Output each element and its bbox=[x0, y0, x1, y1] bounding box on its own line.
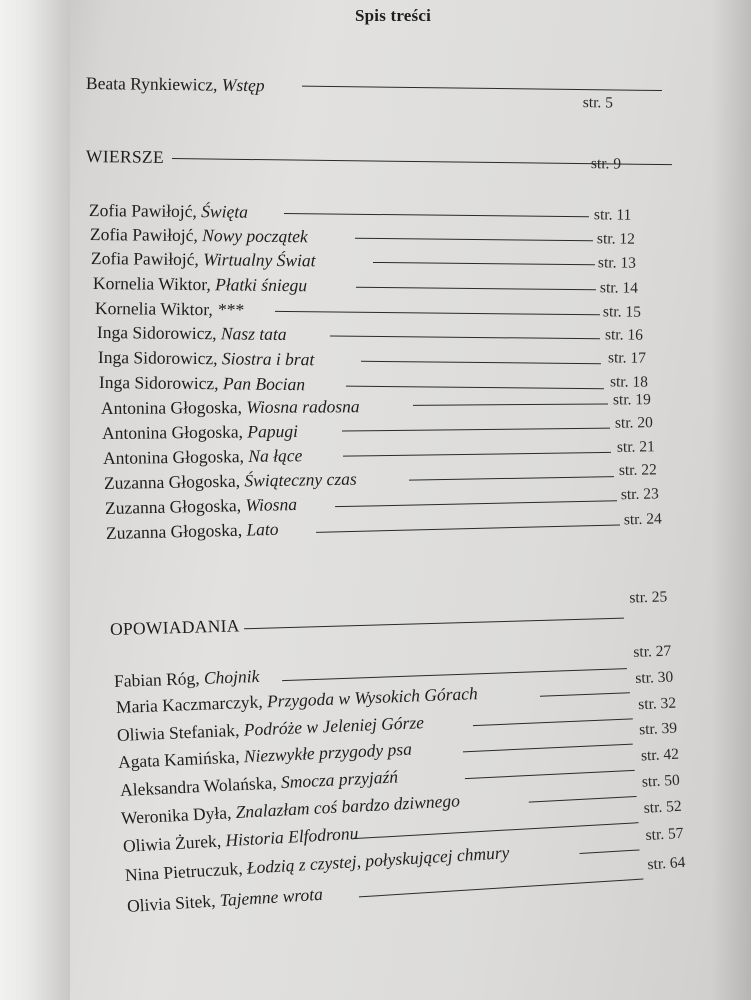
toc-entry-label: Oliwia Żurek, Historia Elfodronu bbox=[122, 822, 359, 856]
toc-leader bbox=[335, 500, 617, 507]
toc-entry-label: Antonina Głogoska, Na łące bbox=[102, 445, 303, 468]
toc-leader bbox=[359, 879, 644, 898]
toc-page-number: str. 39 bbox=[638, 719, 678, 739]
toc-leader bbox=[316, 524, 620, 532]
toc-entry-label: Kornelia Wiktor, *** bbox=[94, 298, 244, 320]
toc-page-number: str. 18 bbox=[609, 373, 649, 391]
toc-entry-label: Zofia Pawiłojć, Wirtualny Świat bbox=[90, 248, 316, 271]
toc-leader bbox=[342, 428, 610, 432]
toc-page-number: str. 12 bbox=[596, 230, 635, 248]
toc-entry-label: Inga Sidorowicz, Siostra i brat bbox=[97, 347, 315, 370]
toc-section-heading bbox=[109, 588, 670, 640]
toc-page-number: str. 64 bbox=[646, 853, 686, 874]
toc-entry bbox=[85, 70, 646, 112]
toc-page-number: str. 9 bbox=[590, 155, 622, 173]
toc-page-number: str. 21 bbox=[616, 438, 655, 456]
toc-page-number: str. 50 bbox=[641, 771, 681, 791]
toc-section-heading bbox=[86, 143, 646, 174]
toc-page-number: str. 57 bbox=[645, 824, 684, 845]
toc-page-number: str. 15 bbox=[602, 303, 641, 321]
toc-page-number: str. 22 bbox=[618, 461, 657, 480]
toc-leader bbox=[413, 403, 608, 405]
toc-entry-label: Zofia Pawiłojć, Święta bbox=[88, 200, 249, 222]
toc-entry-label: Olivia Sitek, Tajemne wrota bbox=[126, 883, 324, 916]
toc-entry-label: Zuzanna Głogoska, Wiosna bbox=[104, 493, 298, 518]
toc-entry-label: Nina Pietruczuk, Łodzią z czystej, połyskującej chmury bbox=[124, 842, 510, 885]
toc-leader bbox=[465, 770, 635, 779]
toc-page-number: str. 20 bbox=[614, 414, 653, 432]
toc-page-number: str. 42 bbox=[640, 745, 680, 765]
toc-entry-label: Maria Kaczmarczyk, Przygoda w Wysokich Górach bbox=[115, 683, 479, 717]
toc-page-number: str. 14 bbox=[599, 279, 638, 297]
toc-entry-label: Weronika Dyła, Znalazłam coś bardzo dziwnego bbox=[120, 790, 461, 828]
toc-page-number: str. 19 bbox=[612, 391, 651, 409]
toc-page-number: str. 23 bbox=[620, 485, 659, 504]
toc-page-number: str. 52 bbox=[643, 797, 683, 817]
toc-entry-label: Fabian Róg, Chojnik bbox=[113, 665, 260, 691]
toc-entry-label: Kornelia Wiktor, Płatki śniegu bbox=[92, 273, 308, 296]
toc-leader bbox=[373, 262, 595, 265]
toc-leader bbox=[275, 311, 600, 315]
toc-page-number: str. 27 bbox=[633, 642, 672, 661]
toc-entry-label: Oliwia Stefaniak, Podróże w Jeleniej Górze bbox=[116, 712, 425, 745]
toc-leader bbox=[302, 86, 662, 91]
section-title: WIERSZE bbox=[85, 146, 165, 167]
toc-page-number: str. 32 bbox=[637, 694, 677, 714]
toc-entry-label: Aleksandra Wolańska, Smocza przyjaźń bbox=[119, 766, 399, 800]
toc-leader bbox=[361, 361, 601, 365]
toc-leader bbox=[463, 744, 633, 753]
toc-entry-label: Agata Kamińska, Niezwykłe przygody psa bbox=[117, 738, 413, 772]
toc-page-number: str. 5 bbox=[582, 94, 614, 112]
section-title: OPOWIADANIA bbox=[109, 615, 240, 639]
toc-entry-label: Antonina Głogoska, Wiosna radosna bbox=[100, 396, 360, 418]
toc-leader bbox=[346, 386, 604, 390]
toc-leader bbox=[330, 335, 600, 339]
toc-leader bbox=[343, 452, 611, 457]
toc-page-number: str. 11 bbox=[593, 206, 632, 224]
toc-leader bbox=[540, 692, 630, 696]
toc-leader bbox=[409, 476, 614, 481]
toc-leader bbox=[355, 238, 593, 241]
toc-entry-label: Zuzanna Głogoska, Lato bbox=[105, 518, 279, 543]
toc-entry-label: Inga Sidorowicz, Pan Bocian bbox=[98, 372, 306, 395]
toc-entry-label: Zofia Pawiłojć, Nowy początek bbox=[89, 224, 308, 247]
toc-leader bbox=[580, 849, 640, 854]
toc-leader bbox=[473, 718, 633, 726]
toc-leader bbox=[356, 287, 596, 291]
toc-page-number: str. 24 bbox=[623, 510, 662, 529]
toc-page-number: str. 13 bbox=[597, 254, 636, 272]
toc-leader bbox=[284, 213, 589, 217]
toc-page-number: str. 30 bbox=[635, 668, 674, 688]
toc-page-number: str. 25 bbox=[629, 588, 668, 607]
toc-entry-label: Inga Sidorowicz, Nasz tata bbox=[96, 322, 287, 344]
toc-leader bbox=[244, 618, 624, 630]
toc-page-number: str. 17 bbox=[607, 349, 647, 367]
toc-leader bbox=[529, 796, 637, 803]
toc-entry-label: Beata Rynkiewicz, Wstęp bbox=[85, 73, 265, 96]
page-title: Spis treści bbox=[355, 6, 432, 25]
toc-entry-label: Zuzanna Głogoska, Świąteczny czas bbox=[103, 468, 357, 493]
toc-page-number: str. 16 bbox=[604, 326, 643, 344]
toc-entry-label: Antonina Głogoska, Papugi bbox=[101, 420, 299, 443]
